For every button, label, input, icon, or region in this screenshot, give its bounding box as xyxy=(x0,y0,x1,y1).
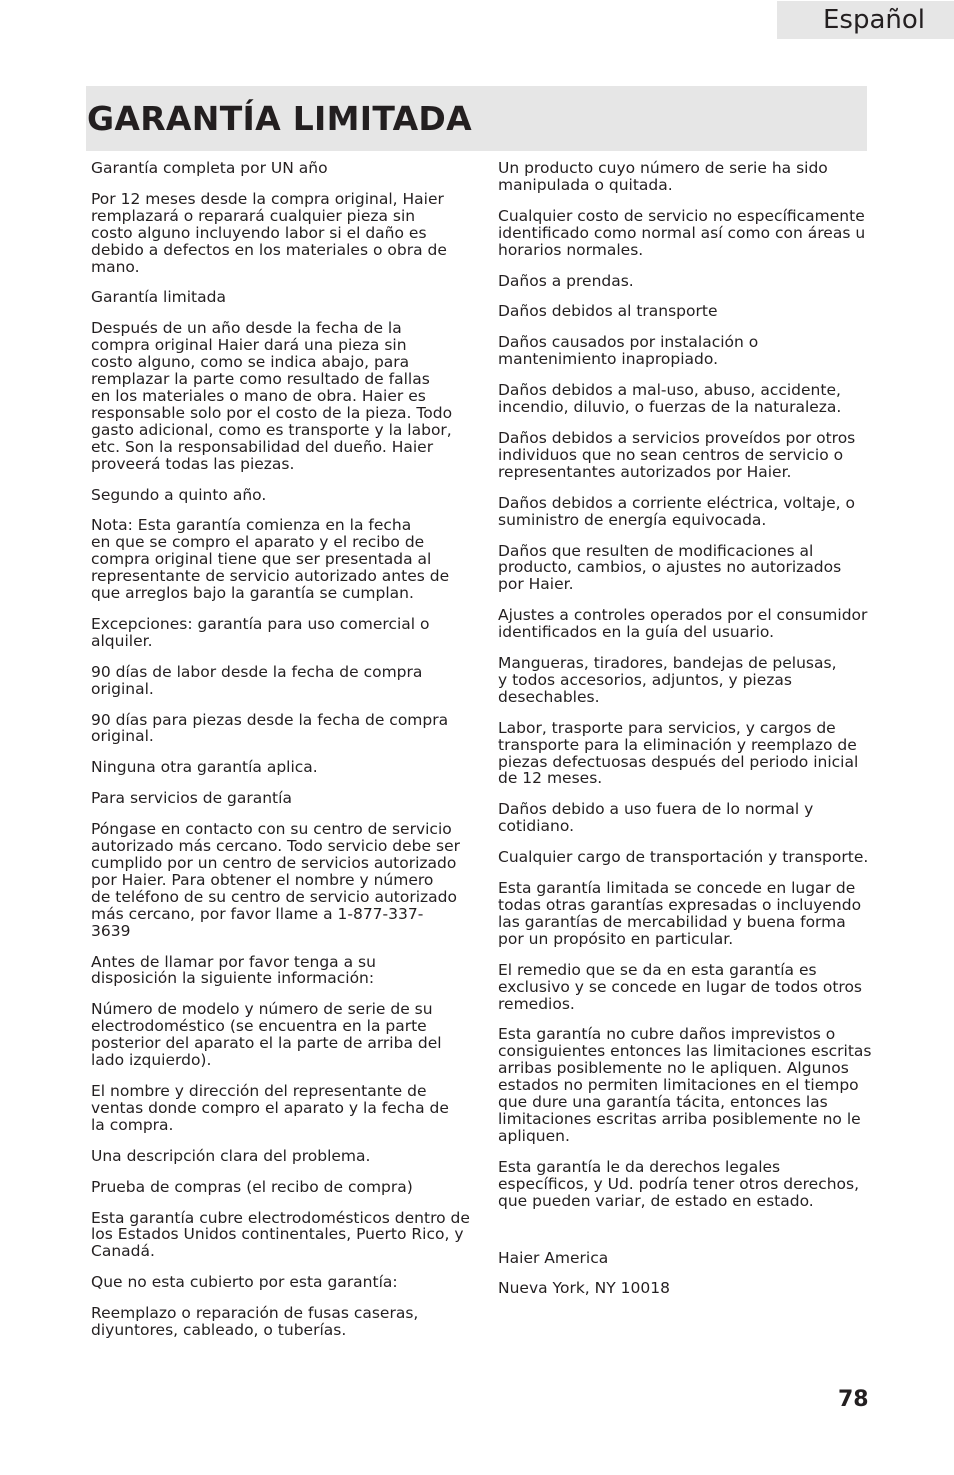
paragraph: Labor, trasporte para servicios, y cargos de transporte para la eliminación y reemplazo de piezas defectuosas después del periodo inicial de 12 meses. xyxy=(498,718,859,788)
language-tab: Español xyxy=(777,1,954,39)
left-column xyxy=(91,160,483,1353)
paragraph: Garantía limitada xyxy=(91,288,226,307)
paragraph: Daños debidos a corriente eléctrica, voltaje, o suministro de energía equivocada. xyxy=(498,493,855,529)
page-number: 78 xyxy=(838,1387,869,1412)
paragraph: Daños que resulten de modificaciones al producto, cambios, o ajustes no autorizados por Haier. xyxy=(498,541,842,594)
company-address: Nueva York, NY 10018 xyxy=(498,1279,670,1298)
paragraph: Después de un año desde la fecha de la compra original Haier dará una pieza sin costo alguno, como se indica abajo, para remplazar la parte como resultado de fallas en los materiales o mano de obra. Haier es responsable solo por el costo de la pieza. Todo gasto adicional, como es transporte y la labor, etc. Son la responsabilidad del dueño. Haier proveerá todas las piezas. xyxy=(91,319,453,473)
paragraph: Un producto cuyo número de serie ha sido manipulada o quitada. xyxy=(498,159,828,194)
paragraph: Daños debidos a mal-uso, abuso, accidente, incendio, diluvio, o fuerzas de la naturaleza. xyxy=(498,381,842,417)
paragraph: Excepciones: garantía para uso comercial o alquiler. xyxy=(91,614,430,650)
paragraph: Segundo a quinto año. xyxy=(91,485,267,504)
paragraph: Esta garantía cubre electrodomésticos dentro de los Estados Unidos continentales, Puerto Rico, y Canadá. xyxy=(91,1208,470,1261)
paragraph: 90 días de labor desde la fecha de compra original. xyxy=(91,662,423,698)
paragraph: Mangueras, tiradores, bandejas de pelusas, y todos accesorios, adjuntos, y piezas desechables. xyxy=(498,654,837,706)
paragraph: Por 12 meses desde la compra original, Haier remplazará o reparará cualquier pieza sin costo alguno incluyendo labor si el daño es debido a defectos en los materiales o obra de mano. xyxy=(91,189,447,276)
paragraph: Esta garantía le da derechos legales específicos, y Ud. podría tener otros derechos, que pueden variar, de estado en estado. xyxy=(498,1157,860,1210)
paragraph: Esta garantía limitada se concede en lugar de todas otras garantías expresadas o incluyendo las garantías de mercabilidad y buena forma por un propósito en particular. xyxy=(498,879,862,948)
paragraph: Cualquier cargo de transportación y transporte. xyxy=(498,848,869,867)
paragraph: Daños debidos al transporte xyxy=(498,302,718,321)
paragraph: Número de modelo y número de serie de su electrodoméstico (se encuentra en la parte posterior del aparato el la parte de arriba del lado izquierdo). xyxy=(91,1000,442,1070)
right-column xyxy=(498,160,884,1311)
paragraph: Daños a prendas. xyxy=(498,271,634,290)
paragraph: Póngase en contacto con su centro de servicio autorizado más cercano. Todo servicio debe ser cumplido por un centro de servicios autorizado por Haier. Para obtener el nombre y número de teléfono de su centro de servicio autorizado más cercano, por favor llame a 1-877-337- 3639 xyxy=(91,820,460,940)
paragraph: Que no esta cubierto por esta garantía: xyxy=(91,1273,398,1292)
company-name: Haier America xyxy=(498,1248,609,1267)
paragraph: Ninguna otra garantía aplica. xyxy=(91,758,318,777)
paragraph: Garantía completa por UN año xyxy=(91,159,328,177)
paragraph: Nota: Esta garantía comienza en la fecha en que se compro el aparato y el recibo de compra original tiene que ser presentada al representante de servicio autorizado antes de que arreglos bajo la garantía se cumplan. xyxy=(91,516,450,603)
paragraph: Para servicios de garantía xyxy=(91,789,292,808)
paragraph: Daños causados por instalación o mantenimiento inapropiado. xyxy=(498,333,759,369)
paragraph: Antes de llamar por favor tenga a su disposición la siguiente información: xyxy=(91,952,376,988)
paragraph: Cualquier costo de servicio no específicamente identificado como normal así como con áreas u horarios normales. xyxy=(498,206,866,259)
paragraph: Ajustes a controles operados por el consumidor identificados en la guía del usuario. xyxy=(498,606,868,642)
paragraph: El remedio que se da en esta garantía es exclusivo y se concede en lugar de todos otros remedios. xyxy=(498,960,863,1013)
paragraph: Una descripción clara del problema. xyxy=(91,1146,371,1165)
paragraph: Esta garantía no cubre daños imprevistos o consiguientes entonces las limitaciones escritas arribas posiblemente no le apliquen. Algunos estados no permiten limitaciones en el tiempo que dure una garantía tácita, entonces las limitaciones escritas arriba posiblemente no le apliquen. xyxy=(498,1025,872,1145)
paragraph: El nombre y dirección del representante de ventas donde compro el aparato y la fecha de la compra. xyxy=(91,1081,449,1134)
paragraph: Reemplazo o reparación de fusas caseras, diyuntores, cableado, o tuberías. xyxy=(91,1304,419,1340)
paragraph: Daños debido a uso fuera de lo normal y cotidiano. xyxy=(498,800,814,836)
page-title: GARANTÍA LIMITADA xyxy=(87,99,472,138)
paragraph: 90 días para piezas desde la fecha de compra original. xyxy=(91,710,449,746)
paragraph: Daños debidos a servicios proveídos por otros individuos que no sean centros de servicio o representantes autorizados por Haier. xyxy=(498,428,856,481)
paragraph: Prueba de compras (el recibo de compra) xyxy=(91,1177,413,1196)
